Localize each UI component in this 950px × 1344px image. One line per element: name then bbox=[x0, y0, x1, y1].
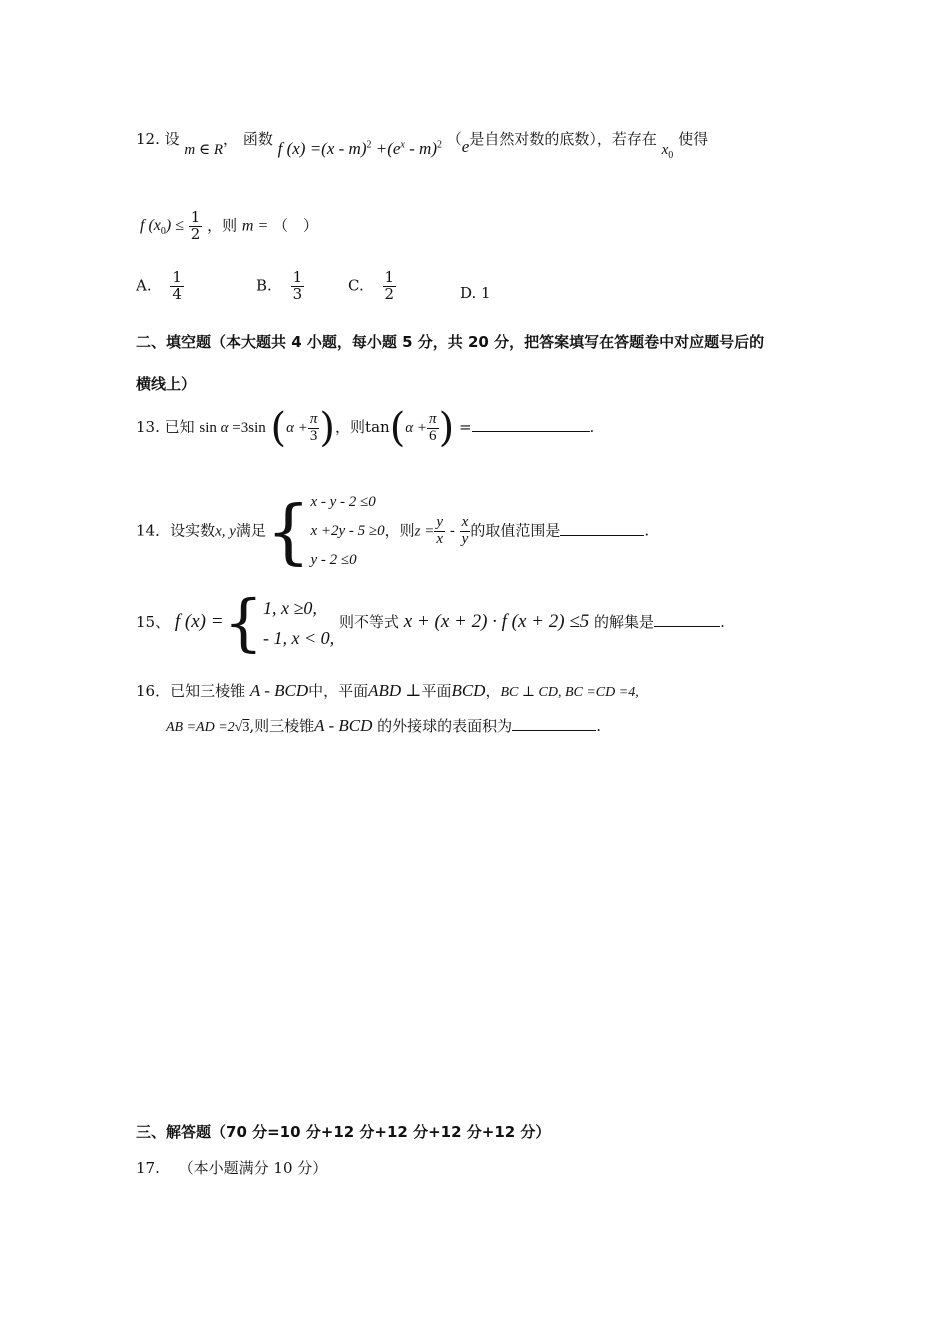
q14-minus: - bbox=[445, 521, 460, 540]
q15-fx: f (x) = bbox=[174, 611, 224, 632]
q12-comma: ， bbox=[223, 130, 239, 148]
q16-number: 16．已知三棱锥 bbox=[136, 682, 246, 700]
q14-vars: x, y bbox=[215, 523, 236, 540]
q17-note: （本小题满分 10 分） bbox=[178, 1159, 328, 1177]
option-c-fraction: $\frac{1}{2}$ bbox=[384, 268, 395, 303]
q12-option-b: B. $\frac{1}{3}$ bbox=[256, 268, 303, 303]
section2-title-line2: 横线上） bbox=[136, 375, 197, 393]
q16-middle: 中，平面 bbox=[308, 682, 369, 700]
q13-alpha-plus-2: α + bbox=[405, 420, 428, 436]
q14-satisfy: 满足 bbox=[235, 521, 266, 540]
q12-paren-blank: （ ） bbox=[273, 216, 319, 235]
q12-line2 bbox=[140, 210, 318, 243]
q14-range: 的取值范围是 bbox=[470, 521, 561, 540]
q14-end: . bbox=[644, 521, 650, 540]
q12-fx0: f $(x_0)$ ≤ bbox=[140, 217, 184, 238]
q12-function: f $(x) =(x - m)^2 +(e^x - m)^2$ bbox=[277, 139, 442, 158]
q16-abd: ABD ⊥ bbox=[368, 681, 422, 700]
q16-line2 bbox=[166, 715, 601, 736]
q13-sin: sin α =3sin bbox=[199, 420, 266, 436]
q16-end: . bbox=[596, 717, 601, 735]
q17-number: 17. bbox=[136, 1159, 160, 1177]
q13-then: ，则 bbox=[335, 418, 366, 436]
q14-number: 14．设实数 bbox=[136, 521, 216, 540]
q13-left-paren: ( bbox=[270, 405, 287, 451]
q16-surface: 的外接球的表面积为 bbox=[377, 717, 513, 735]
q12-number: 12. 设 bbox=[136, 130, 180, 148]
q13-end: . bbox=[589, 418, 595, 436]
q14-then: ，则 bbox=[384, 521, 415, 540]
q12-half-fraction: $\frac{1}{2}$ bbox=[190, 208, 201, 243]
option-a-fraction: $\frac{1}{4}$ bbox=[172, 268, 182, 303]
q15-solution: 的解集是 bbox=[594, 613, 655, 631]
section3-title: 三、解答题（70 分=10 分+12 分+12 分+12 分+12 分） bbox=[136, 1123, 551, 1141]
q12-option-c: C. $\frac{1}{2}$ bbox=[348, 268, 395, 303]
q13-eq: = bbox=[458, 418, 472, 436]
q16-cond2b: ,则三棱锥 bbox=[249, 717, 315, 735]
q15-case-2: - 1, x < 0, bbox=[263, 628, 335, 648]
q12-option-a: A. $\frac{1}{4}$ bbox=[136, 268, 182, 303]
q17 bbox=[136, 1157, 327, 1178]
q16-abcd-2: A - BCD bbox=[314, 716, 373, 735]
q14 bbox=[136, 488, 649, 575]
q12-condition: m ∈ R bbox=[184, 142, 224, 158]
q13-tan: tan bbox=[365, 418, 390, 436]
q12-makes: 使得 bbox=[678, 130, 709, 148]
q16-bcd: BCD bbox=[451, 681, 486, 700]
q14-answer-blank[interactable] bbox=[560, 521, 644, 536]
q12-then: ，则 bbox=[207, 216, 238, 235]
q14-constraint-1: x - y - 2 ≤0 bbox=[310, 494, 376, 510]
q16-answer-blank[interactable] bbox=[512, 716, 596, 731]
q13-pi-over-6: $\frac{\pi}{6}$ bbox=[429, 410, 437, 444]
q16-plane: 平面 bbox=[421, 682, 452, 700]
q12-paren-open: （ bbox=[446, 130, 462, 148]
q14-y-over-x: $\frac{y}{x}$ bbox=[436, 514, 444, 547]
q14-constraint-3: y - 2 ≤0 bbox=[310, 552, 357, 568]
q14-constraint-2: x +2y - 5 ≥0 bbox=[310, 523, 385, 539]
q13-left-paren-2: ( bbox=[389, 405, 406, 451]
q13-number: 13. 已知 bbox=[136, 418, 195, 436]
q16-abcd: A - BCD bbox=[249, 681, 309, 700]
q15-answer-blank[interactable] bbox=[654, 612, 720, 627]
q12-e-description: 是自然对数的底数），若存在 bbox=[469, 130, 657, 148]
q15 bbox=[136, 586, 725, 659]
q13-right-paren-2: ) bbox=[438, 405, 455, 451]
q14-brace: { bbox=[265, 490, 311, 573]
q12-e-symbol: e bbox=[461, 137, 470, 156]
q13-answer-blank[interactable] bbox=[472, 417, 590, 432]
q14-constraints bbox=[310, 488, 384, 575]
q12-m-eq: m = bbox=[241, 217, 269, 235]
q13-pi-over-3: $\frac{\pi}{3}$ bbox=[309, 410, 318, 444]
q15-brace: { bbox=[223, 586, 264, 659]
q13-alpha-plus: α + bbox=[286, 420, 308, 436]
q15-cases bbox=[263, 593, 334, 653]
q16-comma: ， bbox=[485, 682, 501, 700]
q15-number: 15、 bbox=[136, 613, 171, 631]
q13 bbox=[136, 405, 595, 451]
q14-x-over-y: $\frac{x}{y}$ bbox=[461, 514, 469, 547]
q12-func-label: 函数 bbox=[242, 130, 273, 148]
q15-case-1: 1, x ≥0, bbox=[263, 598, 317, 618]
q13-right-paren: ) bbox=[319, 405, 336, 451]
q16-line1 bbox=[136, 680, 639, 701]
q15-inequality: x + (x + 2) · f (x + 2) ≤5 bbox=[403, 611, 590, 632]
q15-then: 则不等式 bbox=[338, 613, 399, 631]
section2-title-line1: 二、填空题（本大题共 4 小题，每小题 5 分，共 20 分，把答案填写在答题卷中对应题号后的 bbox=[136, 333, 765, 351]
q14-z-eq: z = bbox=[414, 523, 435, 540]
q12-option-d: D. 1 bbox=[460, 284, 491, 302]
q12-x0: $x_0$ bbox=[661, 142, 674, 161]
q15-end: . bbox=[720, 613, 725, 631]
option-b-fraction: $\frac{1}{3}$ bbox=[292, 268, 303, 303]
q16-cond2: AB =AD =2√3 bbox=[166, 720, 250, 735]
q16-cond1: BC ⊥ CD, BC =CD =4, bbox=[500, 685, 639, 700]
q12-line1 bbox=[136, 128, 709, 161]
